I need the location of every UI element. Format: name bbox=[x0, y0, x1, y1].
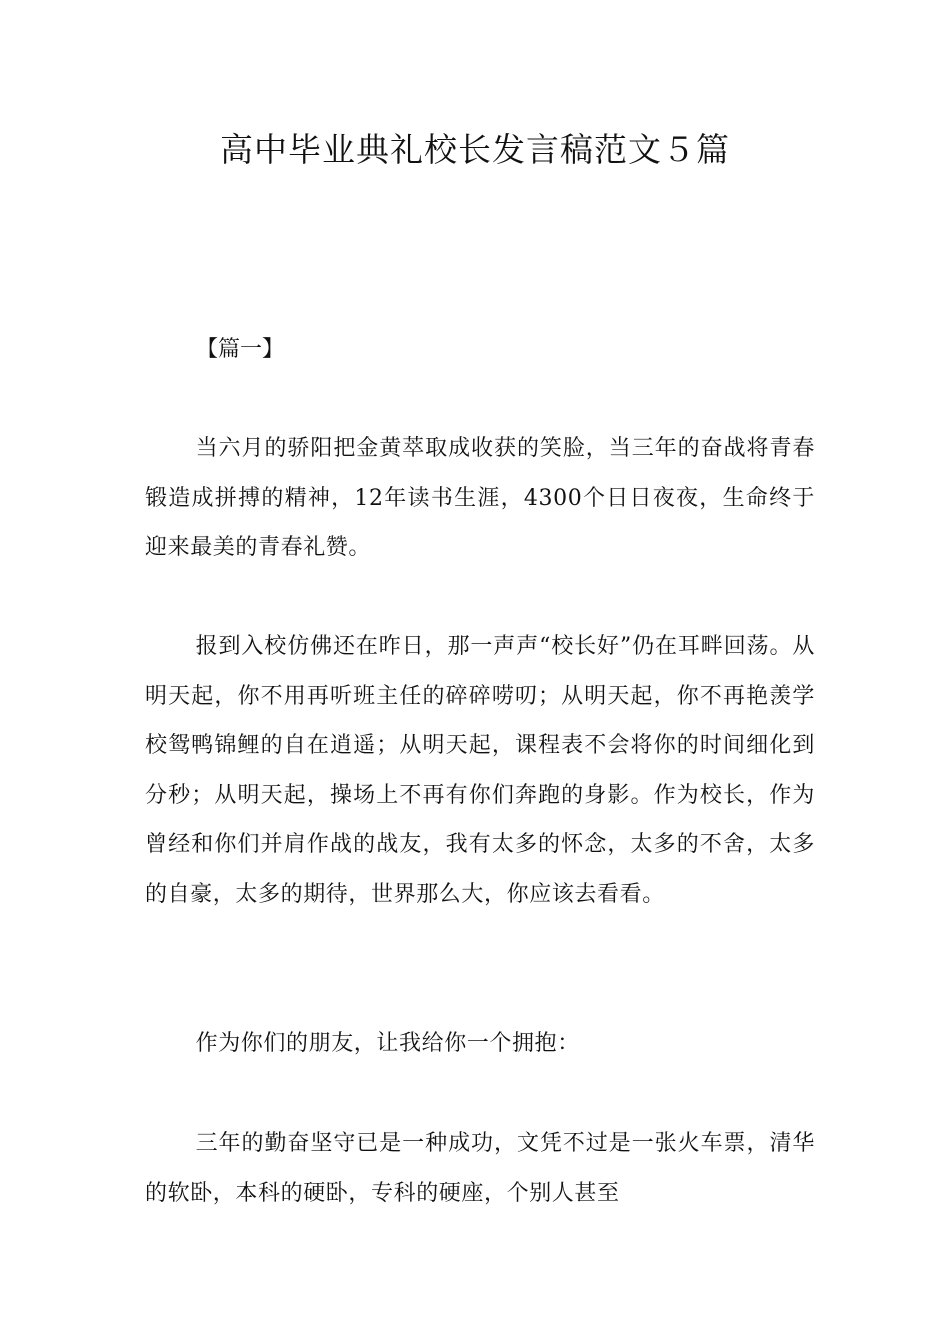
paragraph-1: 当六月的骄阳把金黄萃取成收获的笑脸，当三年的奋战将青春锻造成拼搏的精神，12年读书生涯，4300个日日夜夜，生命终于迎来最美的青春礼赞。 bbox=[145, 436, 815, 560]
paragraph-3: 作为你们的朋友，让我给你一个拥抱： bbox=[195, 1031, 580, 1056]
section-label: 【篇一】 bbox=[196, 337, 285, 362]
paragraph-2: 报到入校仿佛还在昨日，那一声声“校长好”仍在耳畔回荡。从明天起，你不用再听班主任的碎碎唠叨；从明天起，你不再艳羡学校鸳鸭锦鲤的自在逍遥；从明天起，课程表不会将你的时间细化到分秒；从明天起，操场上不再有你们奔跑的身影。作为校长，作为曾经和你们并肩作战的战友，我有太多的怀念，太多的不舍，太多的自豪，太多的期待，世界那么大，你应该去看看。 bbox=[145, 634, 815, 907]
document-title: 高中毕业典礼校长发言稿范文５篇 bbox=[220, 130, 730, 169]
paragraph-4: 三年的勤奋坚守已是一种成功，文凭不过是一张火车票，清华的软卧，本科的硬卧，专科的硬座，个别人甚至 bbox=[145, 1131, 815, 1206]
